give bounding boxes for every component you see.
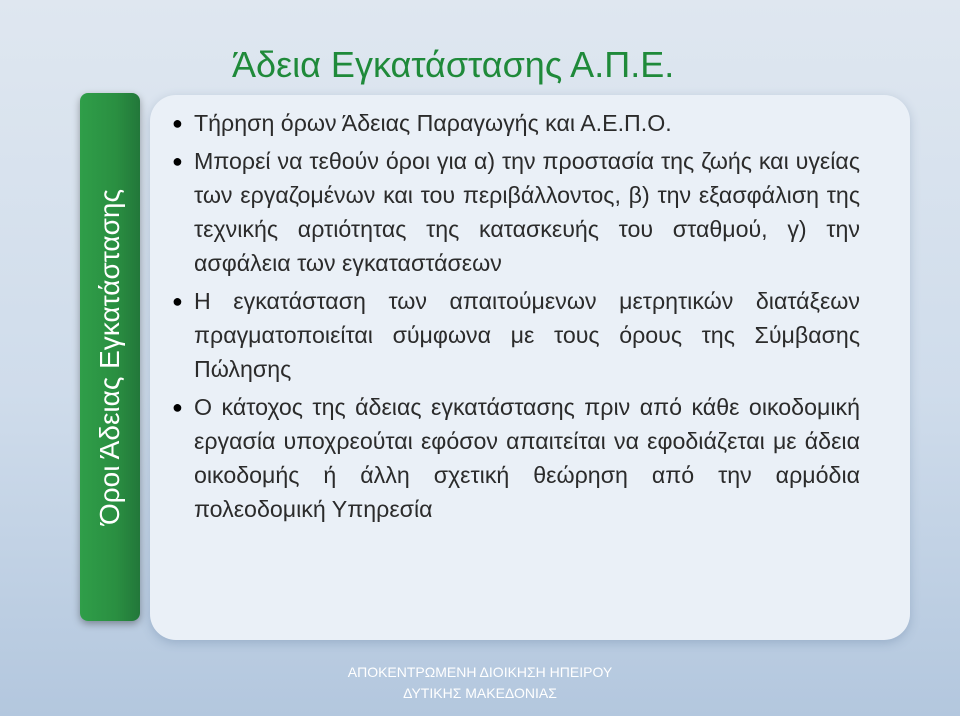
bullet-dot-icon: ● — [172, 291, 183, 311]
bullet-list — [172, 106, 860, 530]
bullet-dot-icon: ● — [172, 151, 183, 171]
footer — [348, 662, 613, 704]
footer-line-1: ΑΠΟΚΕΝΤΡΩΜΕΝΗ ΔΙΟΙΚΗΣΗ ΗΠΕΙΡΟΥ — [347, 664, 613, 680]
slide-title: Άδεια Εγκατάστασης Α.Π.Ε. — [232, 44, 675, 85]
bullet-text: Τήρηση όρων Άδειας Παραγωγής και Α.Ε.Π.Ο. — [194, 110, 672, 136]
footer-line-2: ΔΥΤΙΚΗΣ ΜΑΚΕΔΟΝΙΑΣ — [403, 685, 557, 701]
bullet-text: Η εγκατάσταση των απαιτούμενων μετρητικών διατάξεων πραγματοποιείται σύμφωνα με τους όρους της Σύμβασης Πώλησης — [194, 288, 860, 382]
bullet-text: Μπορεί να τεθούν όροι για α) την προστασία της ζωής και υγείας των εργαζομένων και του περιβάλλοντος, β) την εξασφάλιση της τεχνικής αρτιότητας της κατασκευής του σταθμού, γ) την ασφάλεια των εγκαταστάσεων — [194, 148, 860, 276]
bullet-item — [172, 390, 860, 526]
side-tab-label: Όροι Άδειας Εγκατάστασης — [94, 189, 125, 525]
bullet-dot-icon: ● — [172, 113, 183, 133]
bullet-item — [172, 106, 860, 140]
bullet-item — [172, 284, 860, 386]
bullet-dot-icon: ● — [172, 397, 183, 417]
bullet-text: Ο κάτοχος της άδειας εγκατάστασης πριν από κάθε οικοδομική εργασία υποχρεούται εφόσον απαιτείται να εφοδιάζεται με άδεια οικοδομής ή άλλη σχετική θεώρηση από την αρμόδια πολεοδομική Υπηρεσία — [194, 394, 860, 522]
bullet-item — [172, 144, 860, 280]
